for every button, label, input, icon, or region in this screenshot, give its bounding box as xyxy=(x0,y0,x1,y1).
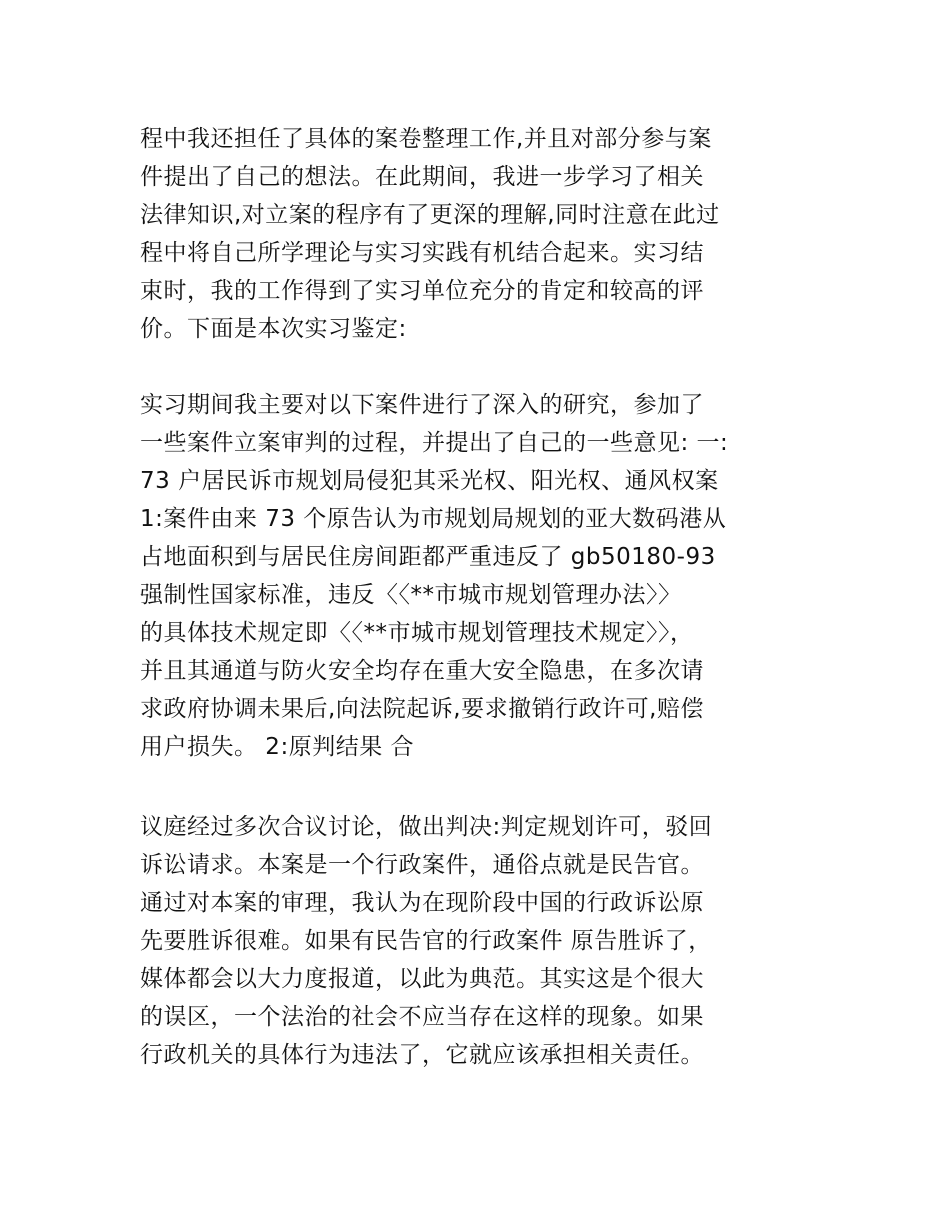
text-line: 行政机关的具体行为违法了，它就应该承担相关责任。 xyxy=(140,1042,704,1068)
text-line: 的具体技术规定即〈〈**市城市规划管理技术规定〉〉， xyxy=(140,620,694,646)
text-line: 价。下面是本次实习鉴定: xyxy=(140,316,407,342)
text-line: 用户损失。 2:原判结果 合 xyxy=(140,734,415,760)
text-line: 1:案件由来 73 个原告认为市规划局规划的亚大数码港从 xyxy=(140,506,727,532)
text-line: 法律知识,对立案的程序有了更深的理解,同时注意在此过 xyxy=(140,202,720,228)
text-line: 程中将自己所学理论与实习实践有机结合起来。实习结 xyxy=(140,240,704,266)
paragraph-judgment-reflection xyxy=(140,808,820,1074)
text-line: 媒体都会以大力度报道，以此为典范。其实这是个很大 xyxy=(140,966,704,992)
text-line: 议庭经过多次合议讨论，做出判决:判定规划许可，驳回 xyxy=(140,814,713,840)
paragraph-internship-work xyxy=(140,120,820,348)
text-line: 通过对本案的审理，我认为在现阶段中国的行政诉讼原 xyxy=(140,890,704,916)
paragraph-case-research xyxy=(140,386,820,766)
text-line: 程中我还担任了具体的案卷整理工作,并且对部分参与案 xyxy=(140,126,712,152)
text-line: 73 户居民诉市规划局侵犯其采光权、阳光权、通风权案 xyxy=(140,468,719,494)
text-line: 先要胜诉很难。如果有民告官的行政案件 原告胜诉了， xyxy=(140,928,712,954)
text-line: 强制性国家标准，违反〈〈**市城市规划管理办法〉〉 xyxy=(140,582,682,608)
text-line: 件提出了自己的想法。在此期间，我进一步学习了相关 xyxy=(140,164,704,190)
text-line: 诉讼请求。本案是一个行政案件，通俗点就是民告官。 xyxy=(140,852,704,878)
text-line: 束时，我的工作得到了实习单位充分的肯定和较高的评 xyxy=(140,278,704,304)
text-line: 的误区，一个法治的社会不应当存在这样的现象。如果 xyxy=(140,1004,704,1030)
text-line: 并且其通道与防火安全均存在重大安全隐患，在多次请 xyxy=(140,658,704,684)
text-line: 求政府协调未果后,向法院起诉,要求撤销行政许可,赔偿 xyxy=(140,696,704,722)
text-line: 实习期间我主要对以下案件进行了深入的研究，参加了 xyxy=(140,392,704,418)
text-line: 占地面积到与居民住房间距都严重违反了 gb50180-93 xyxy=(140,544,716,570)
text-line: 一些案件立案审判的过程，并提出了自己的一些意见: 一: xyxy=(140,430,729,456)
